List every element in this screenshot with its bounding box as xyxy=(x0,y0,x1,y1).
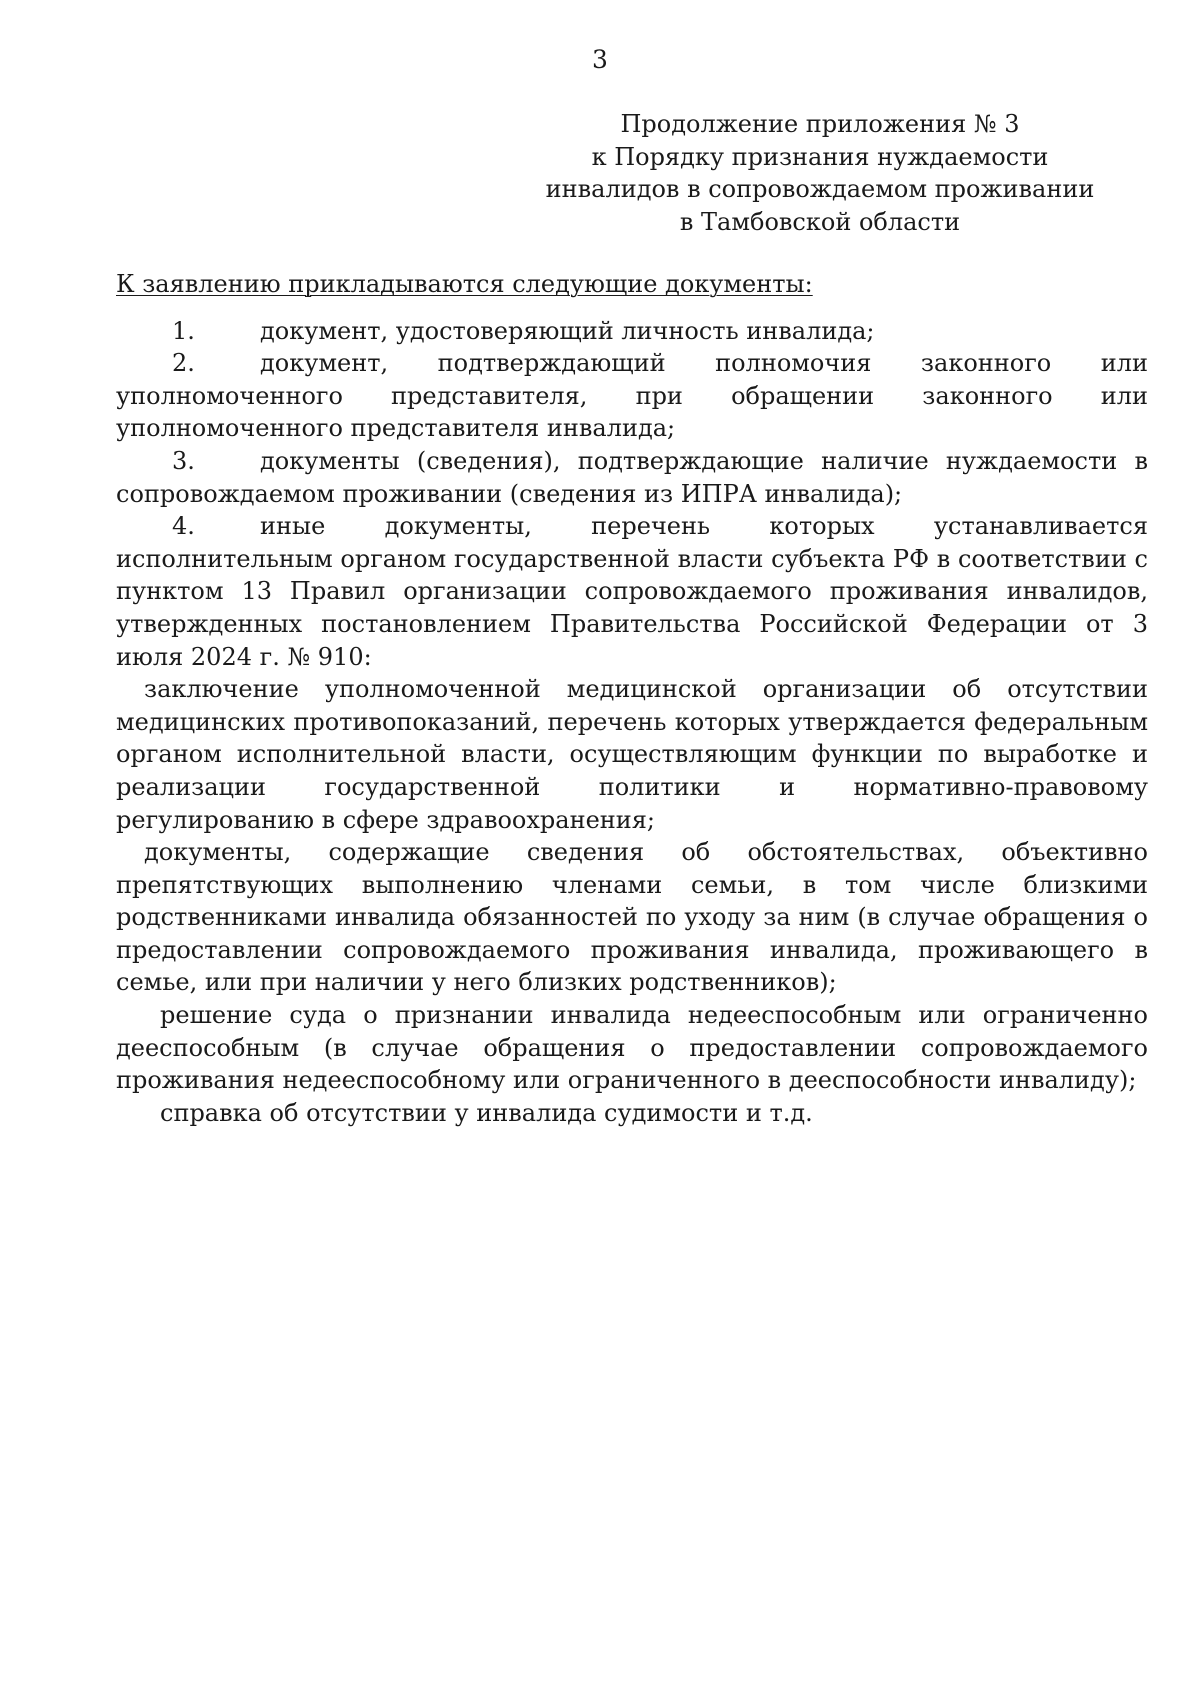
sub-paragraph: решение суда о признании инвалида недееспособным или ограниченно дееспособным (в случае обращения о предоставлении сопровождаемого проживания недееспособному или ограниченного в дееспособности инвалиду); xyxy=(116,1001,1148,1095)
list-item-number: 4. xyxy=(172,512,195,541)
list-item-number: 1. xyxy=(172,316,195,345)
list-item-number: 3. xyxy=(172,446,195,475)
list-item-text: документ, удостоверяющий личность инвалида; xyxy=(260,316,875,345)
appendix-header-line: Продолжение приложения № 3 xyxy=(620,110,1020,138)
list-item xyxy=(116,510,1148,673)
list-item-text: документ, подтверждающий полномочия законного или уполномоченного представителя, при обращении законного или уполномоченного представителя инвалида; xyxy=(116,349,1148,443)
sub-paragraph: справка об отсутствии у инвалида судимости и т.д. xyxy=(160,1098,813,1127)
sub-paragraph: заключение уполномоченной медицинской организации об отсутствии медицинских противопоказаний, перечень которых утверждается федеральным органом исполнительной власти, осуществляющим функции по выработке и реализации государственной политики и нормативно-правовому регулированию в сфере здравоохранения; xyxy=(116,675,1148,834)
list-item-number: 2. xyxy=(172,349,195,378)
document-body xyxy=(116,268,1148,1129)
list-item-text: иные документы, перечень которых устанавливается исполнительным органом государственной власти субъекта РФ в соответствии с пунктом 13 Правил организации сопровождаемого проживания инвалидов, утвержденных постановлением Правительства Российской Федерации от 3 июля 2024 г. № 910: xyxy=(116,512,1148,671)
appendix-header xyxy=(540,108,1100,238)
page-number: 3 xyxy=(592,45,608,74)
sub-paragraph: документы, содержащие сведения об обстоятельствах, объективно препятствующих выполнению членами семьи, в том числе близкими родственниками инвалида обязанностей по уходу за ним (в случае обращения о предоставлении сопровождаемого проживания инвалида, проживающего в семье, или при наличии у него близких родственников); xyxy=(116,838,1148,997)
appendix-header-line: к Порядку признания нуждаемости xyxy=(591,142,1049,171)
list-item xyxy=(116,315,1148,348)
list-item xyxy=(116,347,1148,445)
list-item-text: документы (сведения), подтверждающие наличие нуждаемости в сопровождаемом проживании (сведения из ИПРА инвалида); xyxy=(116,446,1148,508)
documents-intro: К заявлению прикладываются следующие документы: xyxy=(116,270,813,298)
appendix-header-line: инвалидов в сопровождаемом проживании xyxy=(545,175,1095,203)
list-item xyxy=(116,445,1148,510)
appendix-header-line: в Тамбовской области xyxy=(679,207,961,236)
